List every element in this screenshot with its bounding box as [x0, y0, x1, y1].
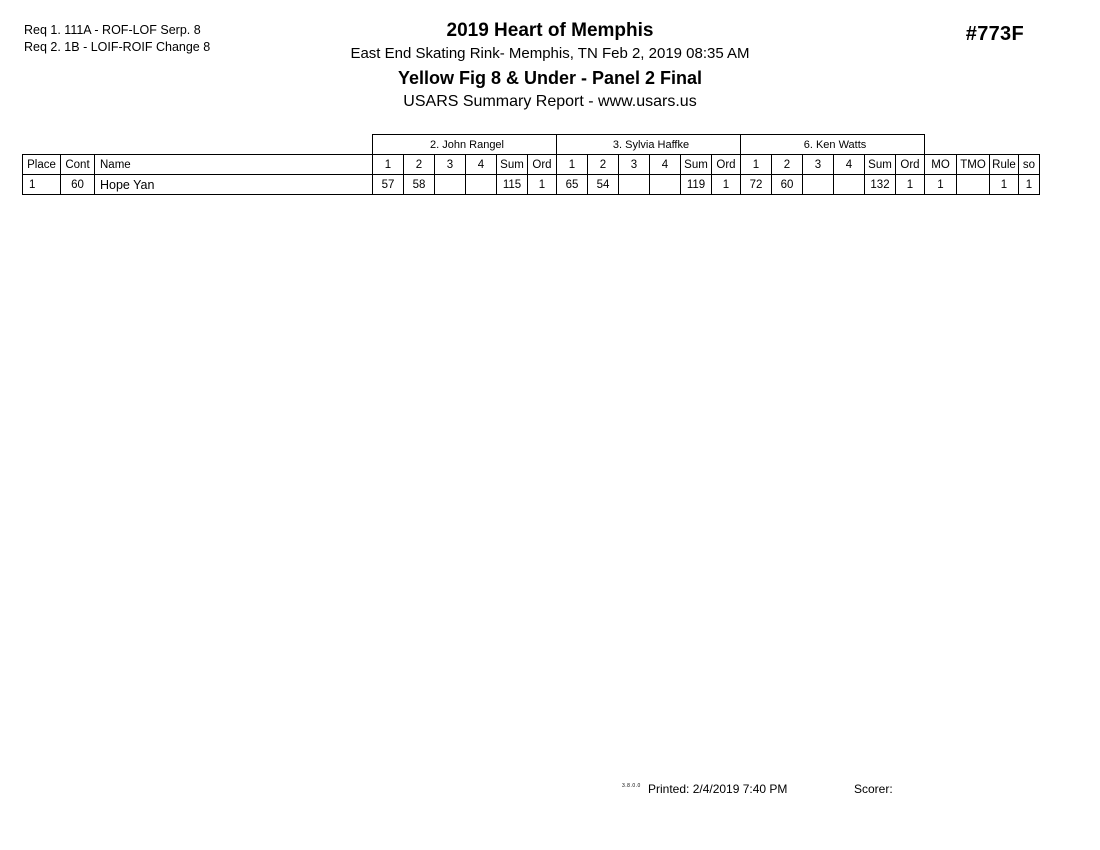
- judge-row-spacer-end: [925, 135, 1040, 155]
- event-title: Yellow Fig 8 & Under - Panel 2 Final: [397, 68, 703, 88]
- report-header: [0, 20, 1100, 113]
- cell-name: Hope Yan: [95, 175, 373, 195]
- table-row: [23, 175, 1040, 195]
- cell-j2-score2: 54: [588, 175, 619, 195]
- page-title: 2019 Heart of Memphis: [446, 20, 654, 41]
- event-number: #773F: [965, 23, 1024, 45]
- judge-label-2: 3. Sylvia Haffke: [557, 135, 741, 155]
- cell-j3-score1: 72: [741, 175, 772, 195]
- col-header-so: so: [1019, 155, 1040, 175]
- cell-j3-sum: 132: [865, 175, 896, 195]
- cell-place: 1: [23, 175, 61, 195]
- col-header-j2-score1: 1: [557, 155, 588, 175]
- cell-cont: 60: [61, 175, 95, 195]
- col-header-j1-score3: 3: [435, 155, 466, 175]
- version-text: 3.8.0.0: [622, 783, 641, 789]
- venue-line: East End Skating Rink- Memphis, TN Feb 2, 2019 08:35 AM: [350, 45, 750, 62]
- cell-rule: 1: [990, 175, 1019, 195]
- col-header-j2-ord: Ord: [712, 155, 741, 175]
- cell-j1-ord: 1: [528, 175, 557, 195]
- col-header-j2-sum: Sum: [681, 155, 712, 175]
- col-header-j2-score3: 3: [619, 155, 650, 175]
- col-header-j3-score4: 4: [834, 155, 865, 175]
- cell-j1-sum: 115: [497, 175, 528, 195]
- requirement-line-2: Req 2. 1B - LOIF-ROIF Change 8: [24, 40, 211, 54]
- cell-j2-score4: [650, 175, 681, 195]
- col-header-mo: MO: [925, 155, 957, 175]
- col-header-j3-score1: 1: [741, 155, 772, 175]
- cell-j3-score2: 60: [772, 175, 803, 195]
- cell-j1-score4: [466, 175, 497, 195]
- col-header-name: Name: [95, 155, 373, 175]
- col-header-j3-sum: Sum: [865, 155, 896, 175]
- col-header-j2-score4: 4: [650, 155, 681, 175]
- cell-j1-score3: [435, 175, 466, 195]
- col-header-j2-score2: 2: [588, 155, 619, 175]
- cell-j2-ord: 1: [712, 175, 741, 195]
- col-header-rule: Rule: [990, 155, 1019, 175]
- col-header-j3-score3: 3: [803, 155, 834, 175]
- col-header-j1-score4: 4: [466, 155, 497, 175]
- judge-header-row: [23, 135, 1040, 155]
- cell-j3-ord: 1: [896, 175, 925, 195]
- col-header-j1-score1: 1: [373, 155, 404, 175]
- col-header-cont: Cont: [61, 155, 95, 175]
- cell-so: 1: [1019, 175, 1040, 195]
- col-header-place: Place: [23, 155, 61, 175]
- col-header-j3-ord: Ord: [896, 155, 925, 175]
- col-header-j1-ord: Ord: [528, 155, 557, 175]
- col-header-j1-sum: Sum: [497, 155, 528, 175]
- column-header-row: [23, 155, 1040, 175]
- cell-j2-sum: 119: [681, 175, 712, 195]
- printed-timestamp: Printed: 2/4/2019 7:40 PM: [648, 782, 788, 796]
- scorer-label: Scorer:: [854, 782, 893, 796]
- cell-j2-score3: [619, 175, 650, 195]
- cell-j1-score1: 57: [373, 175, 404, 195]
- requirement-line-1: Req 1. 111A - ROF-LOF Serp. 8: [24, 23, 201, 37]
- cell-j3-score3: [803, 175, 834, 195]
- report-subtitle: USARS Summary Report - www.usars.us: [403, 93, 697, 110]
- col-header-tmo: TMO: [957, 155, 990, 175]
- cell-mo: 1: [925, 175, 957, 195]
- col-header-j3-score2: 2: [772, 155, 803, 175]
- cell-j2-score1: 65: [557, 175, 588, 195]
- cell-tmo: [957, 175, 990, 195]
- cell-j3-score4: [834, 175, 865, 195]
- results-table-container: [22, 134, 1040, 195]
- results-table: [22, 134, 1040, 195]
- judge-label-1: 2. John Rangel: [373, 135, 557, 155]
- cell-j1-score2: 58: [404, 175, 435, 195]
- judge-label-3: 6. Ken Watts: [741, 135, 925, 155]
- col-header-j1-score2: 2: [404, 155, 435, 175]
- judge-row-spacer: [23, 135, 373, 155]
